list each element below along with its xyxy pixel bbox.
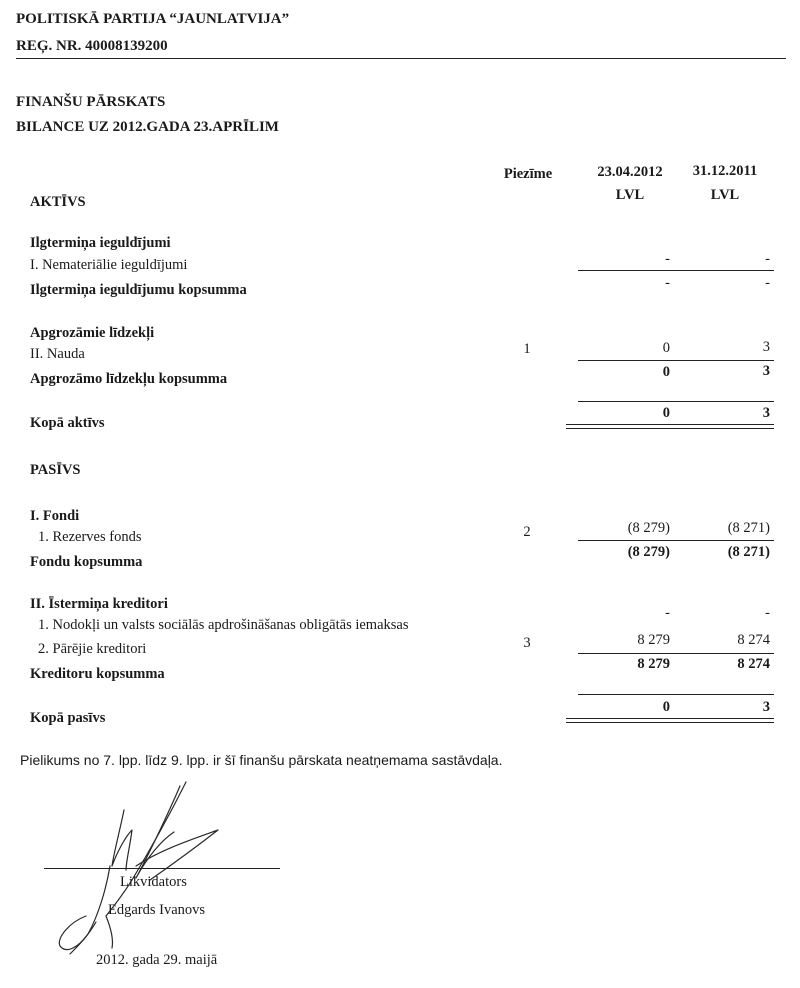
signature-stroke-7: [106, 916, 113, 948]
column-header-currency-1: LVL: [615, 187, 645, 203]
intangible-assets-label: I. Nemateriālie ieguldījumi: [30, 257, 188, 273]
column-header-date-2: 31.12.2011: [692, 163, 758, 179]
reserve-fund-note: 2: [523, 524, 531, 540]
taxes-value-2: -: [765, 605, 770, 621]
signature: [40, 770, 310, 960]
column-header-currency-2: LVL: [710, 187, 740, 203]
registration-number: REĢ. NR. 40008139200: [16, 38, 168, 54]
report-title: FINANŠU PĀRSKATS: [16, 94, 166, 110]
report-subtitle: BILANCE UZ 2012.GADA 23.APRĪLIM: [16, 119, 279, 135]
long-term-total-value-2: -: [765, 275, 770, 291]
assets-total-double-rule: [566, 424, 774, 429]
long-term-subtotal-rule: [578, 270, 774, 271]
liabilities-total-top-rule: [578, 694, 774, 695]
other-creditors-value-1: 8 279: [637, 632, 670, 648]
taxes-value-1: -: [665, 605, 670, 621]
current-assets-total-value-1: 0: [662, 364, 670, 380]
funds-total-label: Fondu kopsumma: [30, 554, 143, 570]
funds-subtotal-rule: [578, 540, 774, 541]
current-assets-total-label: Apgrozāmo līdzekļu kopsumma: [30, 371, 228, 387]
funds-heading: I. Fondi: [30, 508, 80, 524]
signature-stroke-2: [112, 810, 132, 870]
signature-line: [44, 868, 280, 869]
signature-stroke-1: [106, 782, 186, 916]
other-creditors-value-2: 8 274: [737, 632, 770, 648]
cash-value-2: 3: [762, 339, 770, 355]
current-assets-total-value-2: 3: [762, 363, 770, 379]
taxes-label: 1. Nodokļi un valsts sociālās apdrošināšanas obligātās iemaksas: [38, 617, 409, 633]
total-assets-value-1: 0: [662, 405, 670, 421]
header-divider: [16, 58, 786, 59]
current-assets-heading: Apgrozāmie līdzekļi: [30, 325, 155, 341]
total-assets-value-2: 3: [762, 405, 770, 421]
cash-value-1: 0: [662, 340, 670, 356]
long-term-heading: Ilgtermiņa ieguldījumi: [30, 235, 171, 251]
organization-name: POLITISKĀ PARTIJA “JAUNLATVIJA”: [16, 11, 290, 27]
assets-heading: AKTĪVS: [30, 194, 86, 210]
intangible-assets-value-1: -: [665, 251, 670, 267]
assets-total-top-rule: [578, 401, 774, 402]
total-assets-label: Kopā aktīvs: [30, 415, 105, 431]
cash-note: 1: [523, 341, 531, 357]
signature-stroke-5: [59, 866, 110, 950]
reserve-fund-value-1: (8 279): [627, 520, 670, 536]
long-term-total-value-1: -: [665, 275, 670, 291]
column-header-date-1: 23.04.2012: [597, 164, 663, 180]
liabilities-total-double-rule: [566, 718, 774, 723]
total-liabilities-value-1: 0: [662, 699, 670, 715]
signature-date: 2012. gada 29. maijā: [96, 952, 218, 968]
funds-total-value-2: (8 271): [727, 544, 770, 560]
creditors-total-label: Kreditoru kopsumma: [30, 666, 165, 682]
other-creditors-label: 2. Pārējie kreditori: [38, 641, 147, 657]
long-term-total-label: Ilgtermiņa ieguldījumu kopsumma: [30, 282, 247, 298]
signatory-name: Edgards Ivanovs: [108, 902, 206, 918]
liabilities-heading: PASĪVS: [30, 462, 81, 478]
creditors-subtotal-rule: [578, 653, 774, 654]
current-assets-subtotal-rule: [578, 360, 774, 361]
creditors-heading: II. Īstermiņa kreditori: [30, 596, 168, 612]
reserve-fund-value-2: (8 271): [727, 520, 770, 536]
column-header-note: Piezīme: [503, 166, 553, 182]
total-liabilities-value-2: 3: [762, 699, 770, 715]
cash-label: II. Nauda: [30, 346, 85, 362]
creditors-total-value-2: 8 274: [737, 656, 770, 672]
signatory-role: Likvidators: [120, 874, 187, 890]
funds-total-value-1: (8 279): [627, 544, 670, 560]
other-creditors-note: 3: [523, 635, 531, 651]
appendix-note: Pielikums no 7. lpp. līdz 9. lpp. ir šī finanšu pārskata neatņemama sastāvdaļa.: [20, 752, 503, 768]
creditors-total-value-1: 8 279: [637, 656, 670, 672]
signature-stroke-3: [136, 786, 180, 878]
reserve-fund-label: 1. Rezerves fonds: [38, 529, 142, 545]
intangible-assets-value-2: -: [765, 251, 770, 267]
total-liabilities-label: Kopā pasīvs: [30, 710, 106, 726]
